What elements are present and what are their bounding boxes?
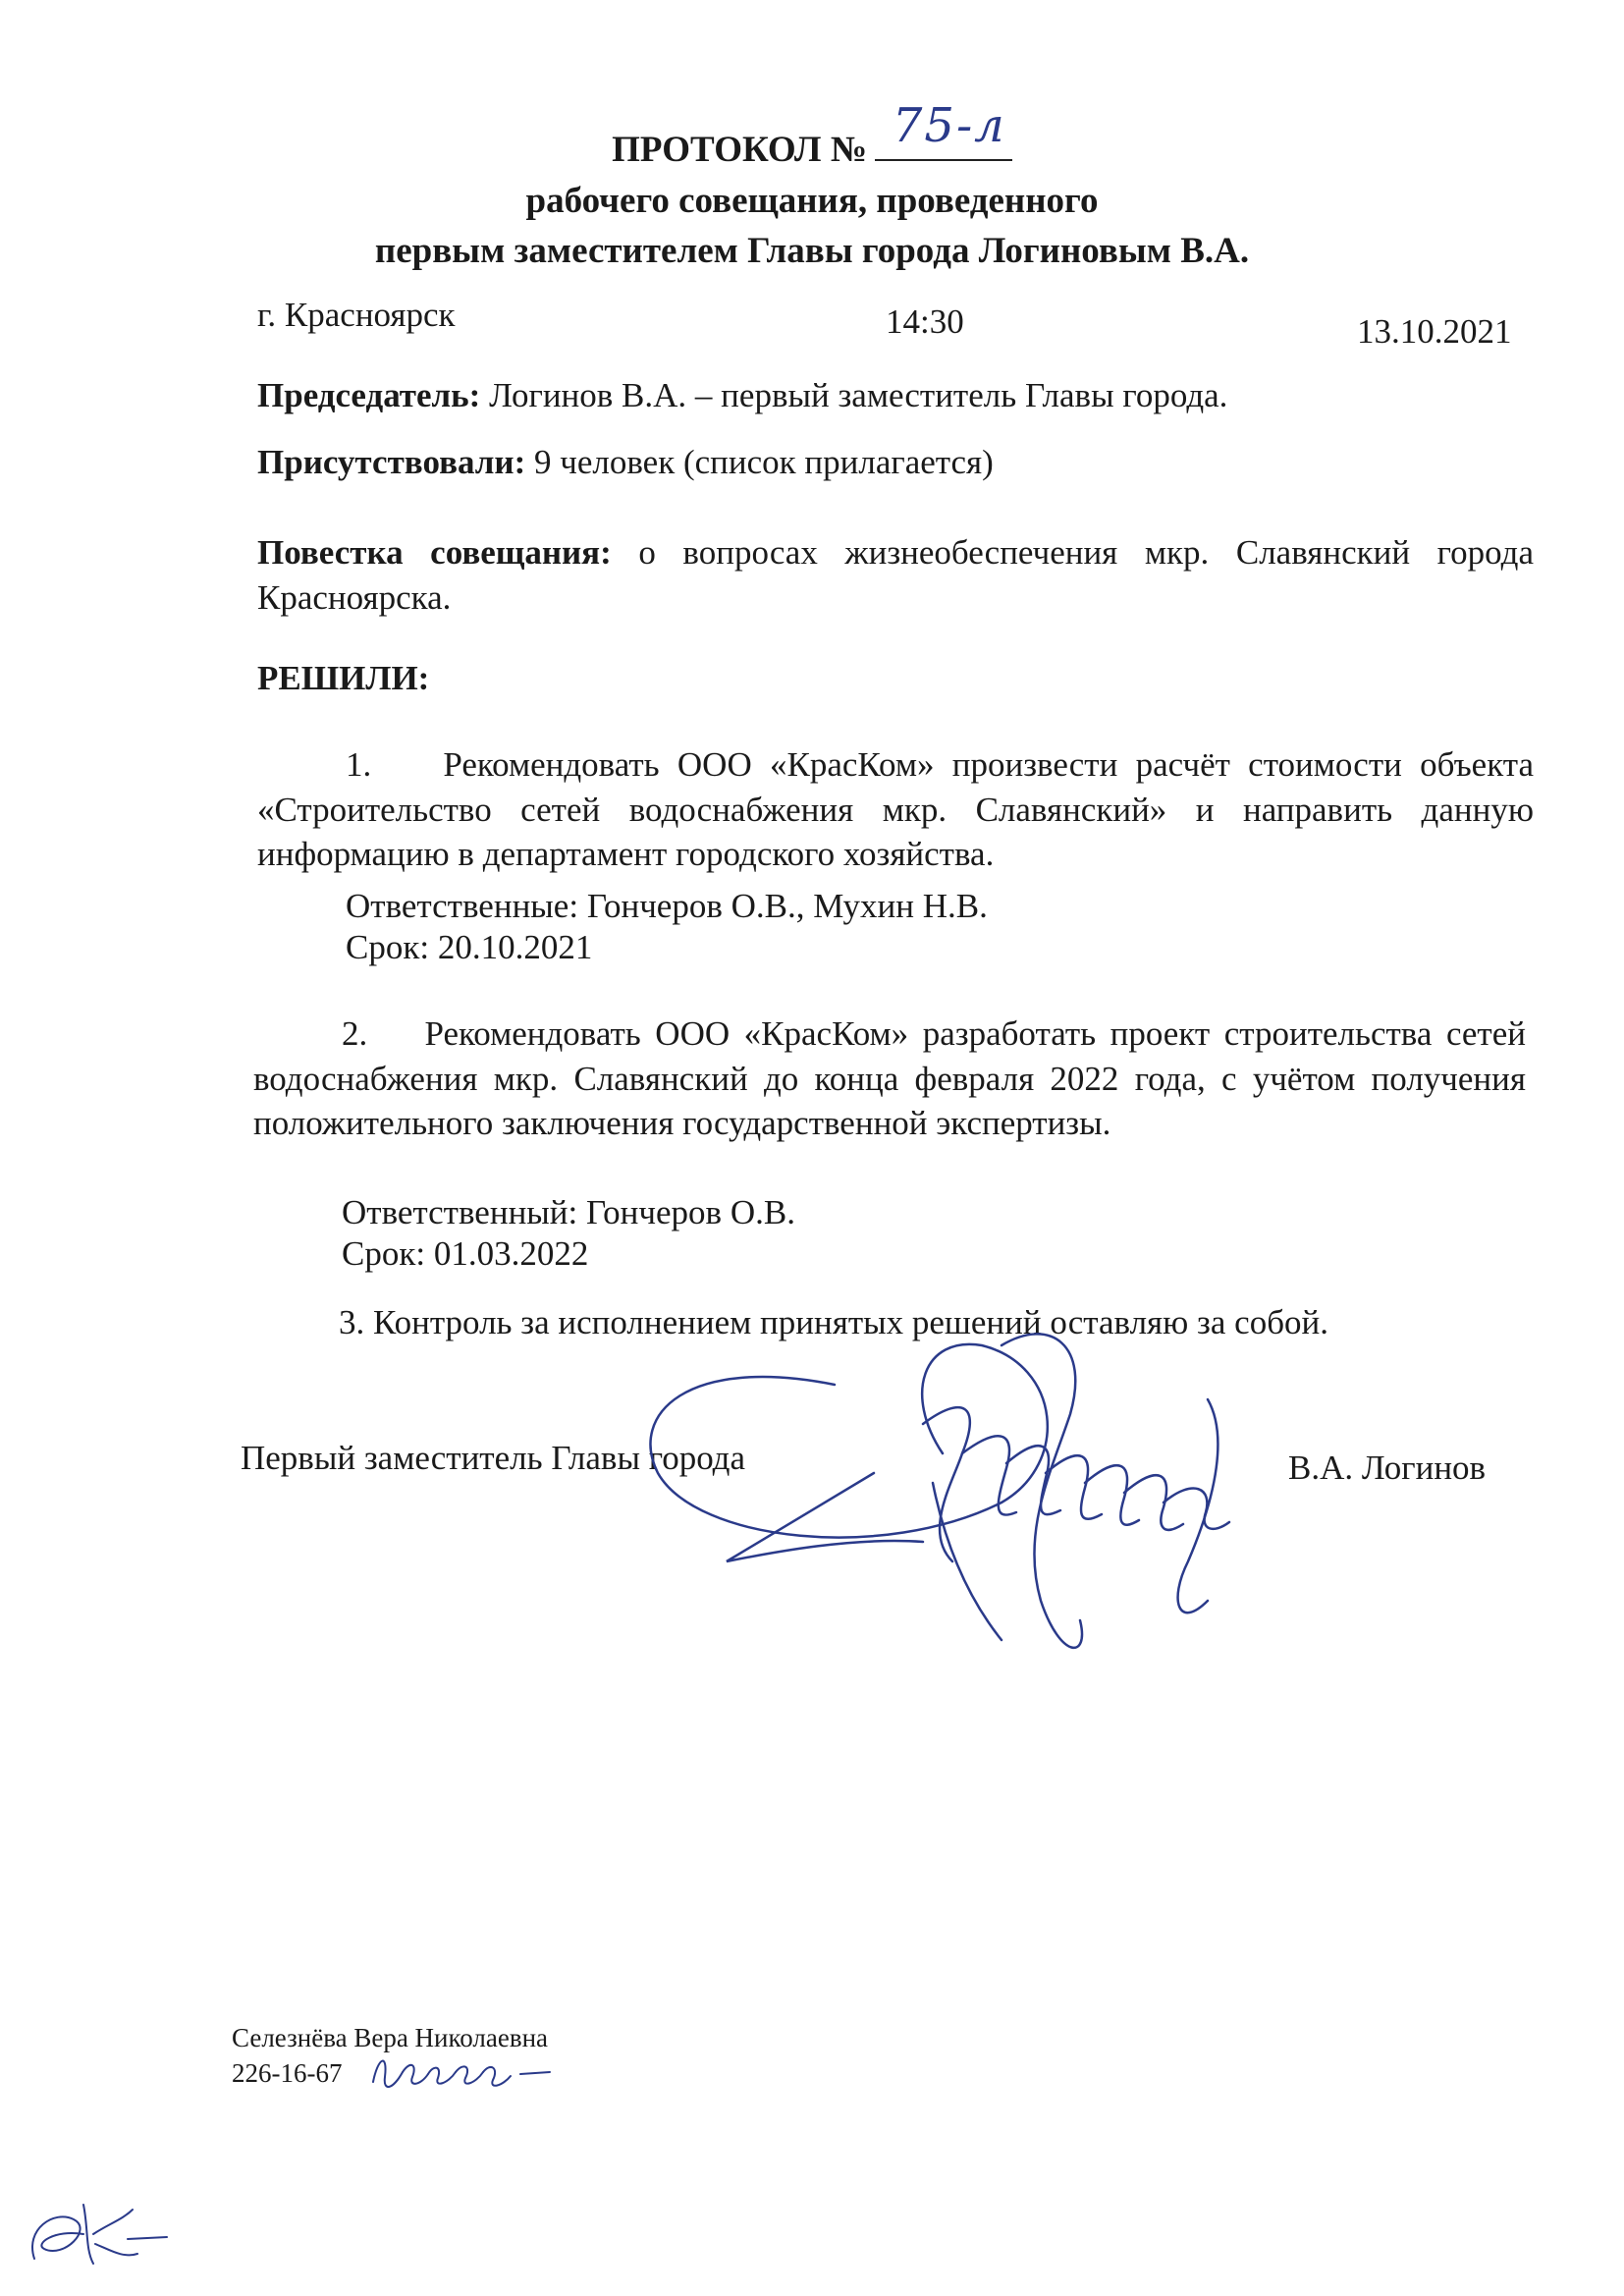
chair-line — [257, 373, 1227, 418]
decision-1-number: 1. — [346, 745, 372, 784]
decision-3-number: 3. — [339, 1303, 365, 1341]
protocol-number: 75-л — [892, 98, 1006, 153]
attendees-label: Присутствовали: — [257, 443, 526, 481]
signatory-position: Первый заместитель Главы города — [241, 1439, 746, 1477]
protocol-number-field — [875, 98, 1012, 161]
signatory-name: В.А. Логинов — [1288, 1449, 1487, 1487]
executor-phone: 226-16-67 — [232, 2058, 343, 2088]
decision-2-body: Рекомендовать ООО «КрасКом» разработать проект строительства сетей водоснабжения мкр. Славянский до конца февраля 2022 года, с учётом получения положительного заключения государственной экспертизы. — [253, 1014, 1526, 1142]
attendees-line — [257, 440, 994, 485]
decision-1-deadline: Срок: 20.10.2021 — [346, 928, 593, 966]
attendees-value: 9 человек (список прилагается) — [533, 443, 994, 481]
handwritten-signature — [628, 1306, 1257, 1699]
meeting-date: 13.10.2021 — [1357, 312, 1512, 351]
decision-2-deadline: Срок: 01.03.2022 — [342, 1234, 589, 1273]
margin-initials-signature — [15, 2190, 172, 2278]
decision-3-body: Контроль за исполнением принятых решений оставляю за собой. — [373, 1303, 1328, 1341]
decision-2-text — [253, 1011, 1526, 1146]
decided-heading: РЕШИЛИ: — [257, 659, 430, 697]
agenda-label: Повестка совещания: — [257, 533, 612, 572]
agenda-value: о вопросах жизнеобеспечения мкр. Славянский города Красноярска. — [257, 533, 1535, 617]
subtitle-line-2: первым заместителем Главы города Логиновым В.А. — [374, 231, 1250, 271]
decision-1-text — [257, 742, 1534, 877]
meeting-time: 14:30 — [886, 302, 964, 341]
title-prefix: ПРОТОКОЛ № — [612, 130, 867, 170]
decision-2-number: 2. — [342, 1014, 368, 1053]
decision-1-body: Рекомендовать ООО «КрасКом» произвести расчёт стоимости объекта «Строительство сетей водоснабжения мкр. Славянский» и направить данную информацию в департамент городского хозяйства. — [257, 745, 1534, 873]
decision-2-responsible: Ответственный: Гончеров О.В. — [342, 1193, 795, 1231]
document-title — [0, 98, 1624, 172]
agenda-block — [257, 530, 1534, 620]
decision-1-responsible: Ответственные: Гончеров О.В., Мухин Н.В. — [346, 887, 988, 925]
executor-initials-signature — [363, 2043, 560, 2102]
meeting-city: г. Красноярск — [257, 296, 456, 334]
subtitle-line-1: рабочего совещания, проведенного — [525, 181, 1099, 221]
chair-value: Логинов В.А. – первый заместитель Главы города. — [489, 376, 1228, 414]
chair-label: Председатель: — [257, 376, 481, 414]
executor-name: Селезнёва Вера Николаевна — [232, 2023, 549, 2052]
